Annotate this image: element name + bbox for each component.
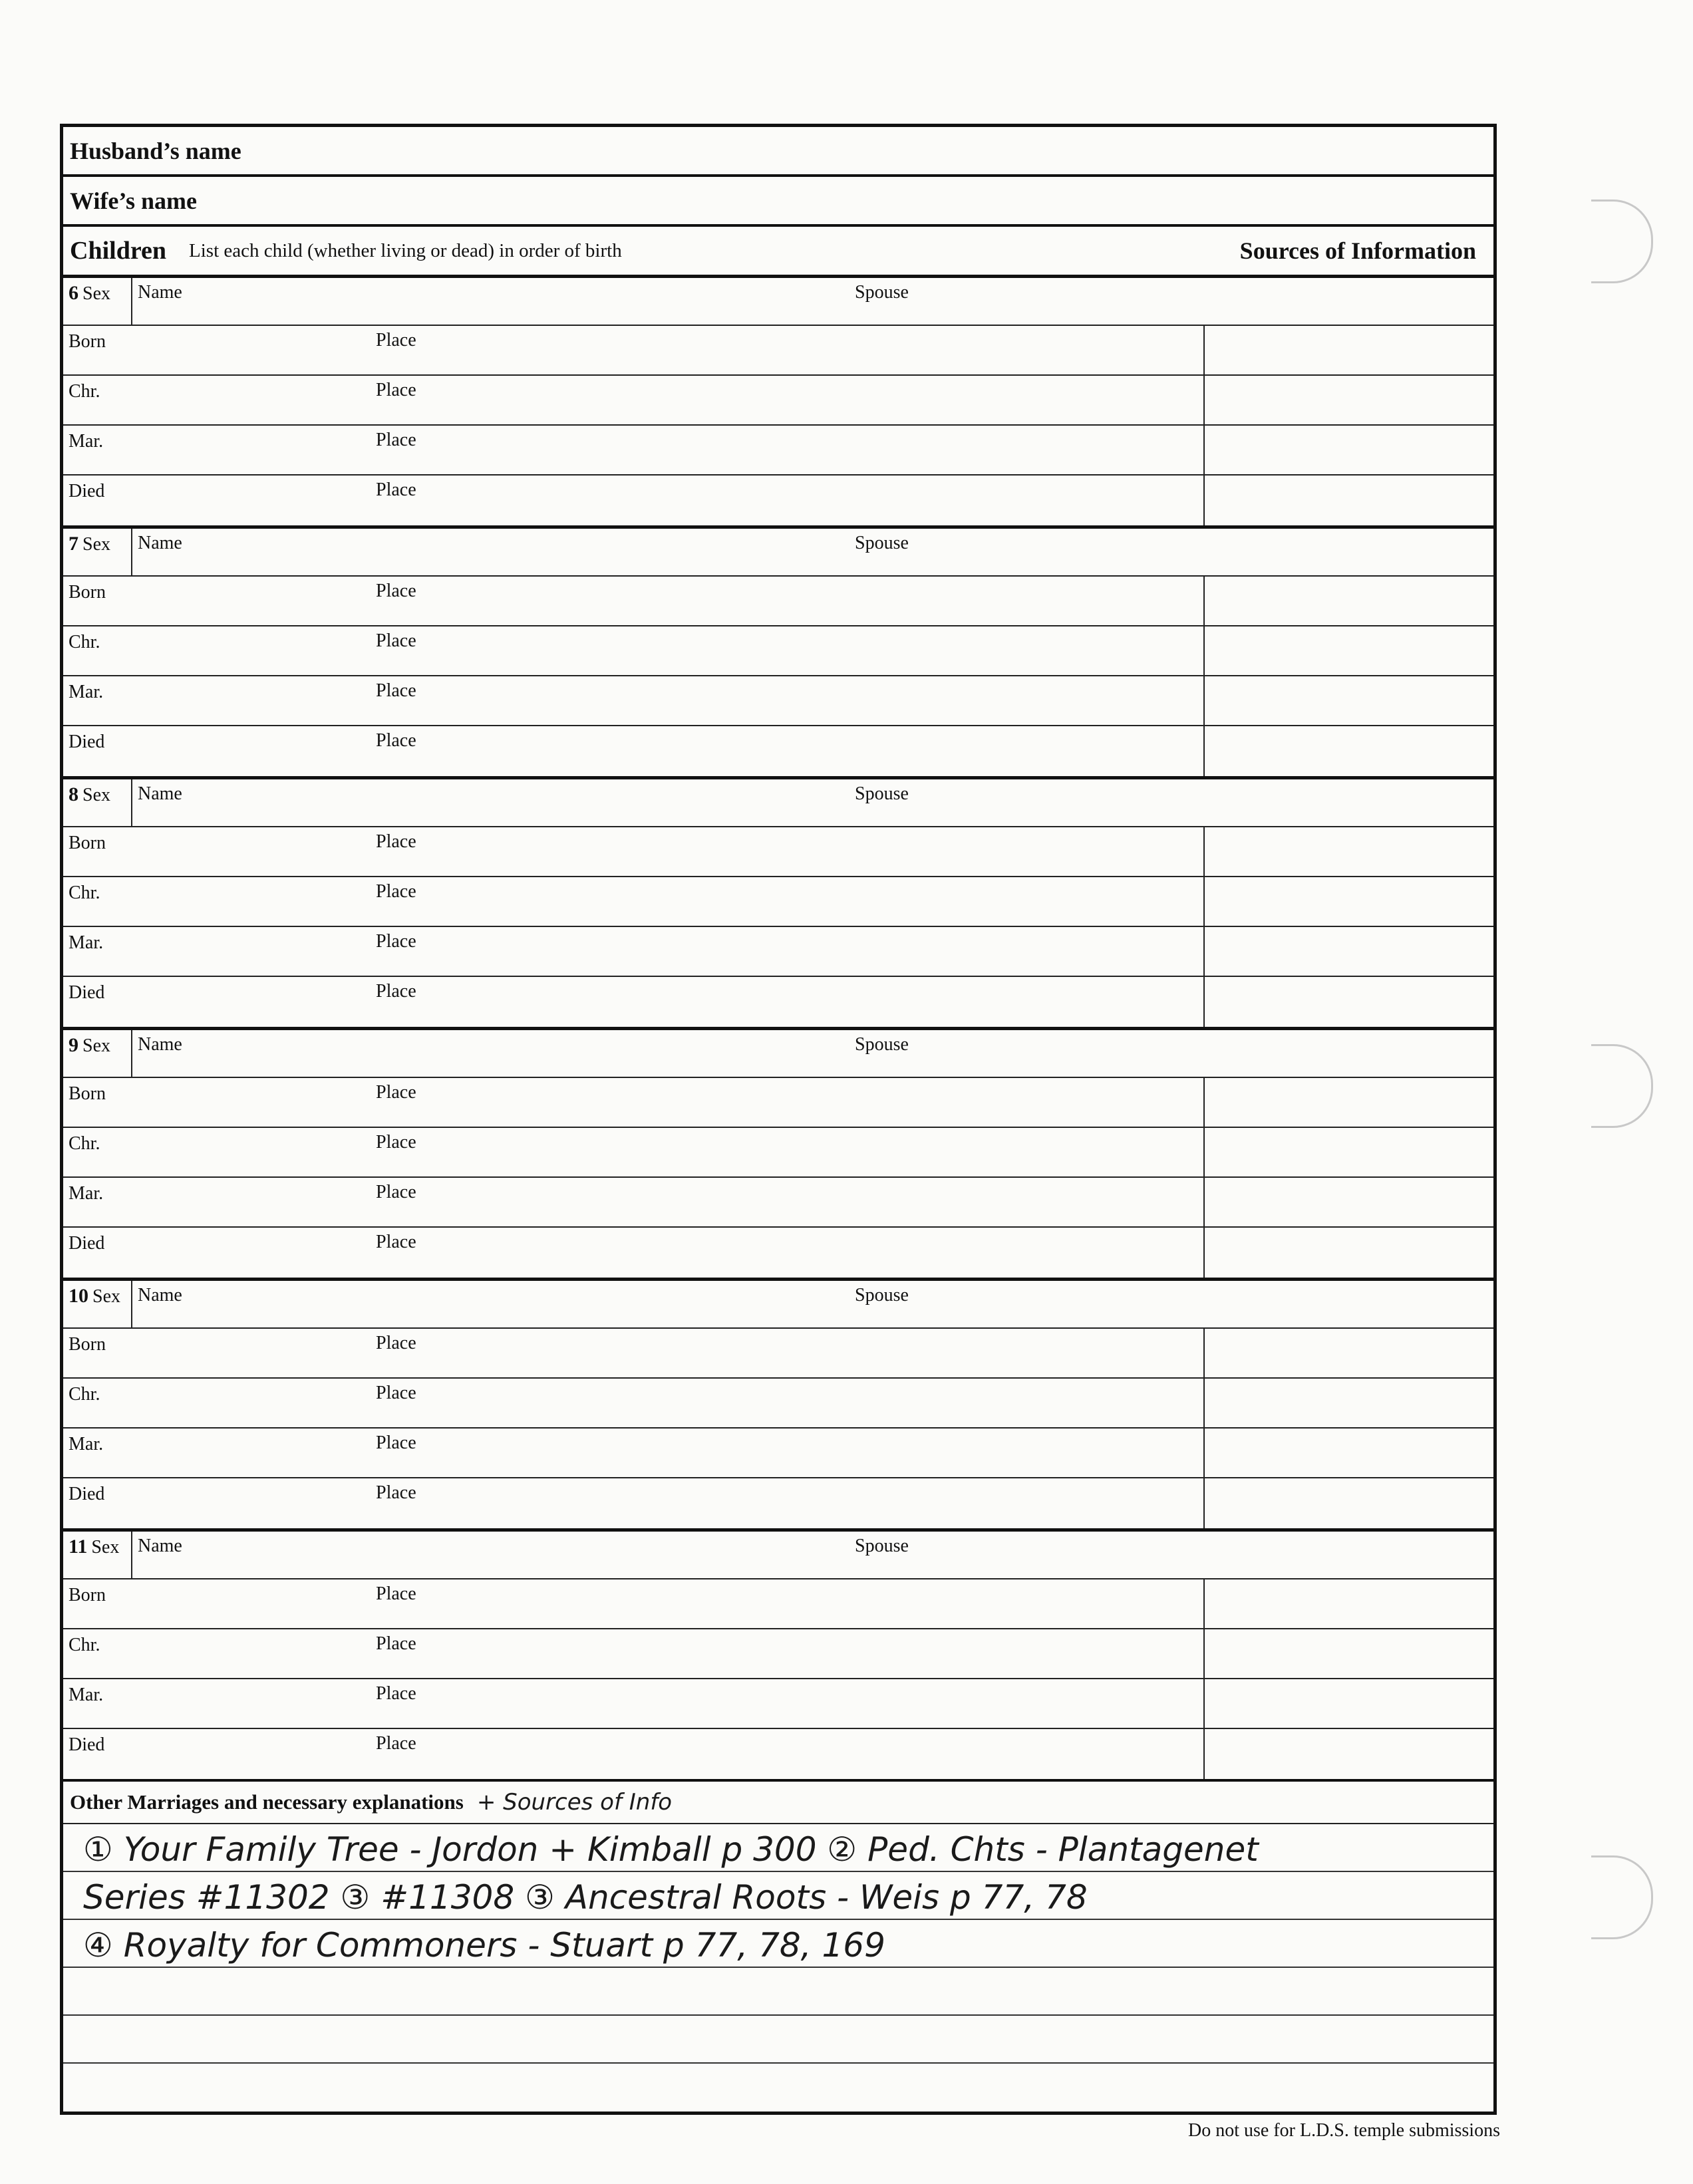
event-label-died: Died	[69, 481, 105, 501]
event-label-chr: Chr.	[69, 632, 100, 652]
child-section	[63, 1532, 1493, 1782]
event-row-born[interactable]	[63, 1579, 1493, 1629]
child-section	[63, 529, 1493, 779]
event-row-chr[interactable]	[63, 626, 1493, 676]
notes-lines	[63, 1824, 1493, 2112]
event-row-mar[interactable]	[63, 1429, 1493, 1478]
handwritten-sources-heading: + Sources of Info	[476, 1789, 673, 1816]
source-cell[interactable]	[1205, 1178, 1493, 1226]
event-row-chr[interactable]	[63, 376, 1493, 426]
child-sex-cell[interactable]	[63, 1030, 132, 1077]
husband-name-row[interactable]	[63, 127, 1493, 177]
place-label: Place	[376, 1583, 416, 1604]
binder-hole	[1591, 200, 1653, 283]
family-group-record-form	[60, 124, 1497, 2115]
event-entry-cell[interactable]	[63, 1178, 1205, 1226]
place-label: Place	[376, 1383, 416, 1403]
event-row-mar[interactable]	[63, 1679, 1493, 1729]
event-row-died[interactable]	[63, 1478, 1493, 1528]
children-instruction: List each child (whether living or dead) in order of birth	[189, 239, 622, 261]
event-row-chr[interactable]	[63, 877, 1493, 927]
event-label-born: Born	[69, 582, 106, 603]
event-label-mar: Mar.	[69, 682, 104, 702]
place-label: Place	[376, 981, 416, 1002]
children-list	[63, 278, 1493, 1782]
place-label: Place	[376, 881, 416, 902]
source-cell[interactable]	[1205, 877, 1493, 926]
event-entry-cell[interactable]	[63, 1128, 1205, 1176]
source-cell[interactable]	[1205, 626, 1493, 675]
event-entry-cell[interactable]	[63, 1078, 1205, 1127]
child-spouse-label: Spouse	[855, 1536, 909, 1556]
event-entry-cell[interactable]	[63, 1379, 1205, 1427]
child-name-row[interactable]	[63, 779, 1493, 827]
source-cell[interactable]	[1205, 1128, 1493, 1176]
sex-label: Sex	[82, 785, 110, 805]
event-row-died[interactable]	[63, 476, 1493, 525]
event-row-died[interactable]	[63, 726, 1493, 776]
child-name-label: Name	[138, 1285, 182, 1305]
event-entry-cell[interactable]	[63, 827, 1205, 876]
children-title: Children	[70, 237, 167, 265]
event-label-mar: Mar.	[69, 932, 104, 953]
event-label-died: Died	[69, 732, 105, 752]
source-cell[interactable]	[1205, 1679, 1493, 1728]
event-row-born[interactable]	[63, 1078, 1493, 1128]
event-label-died: Died	[69, 1734, 105, 1755]
source-cell[interactable]	[1205, 1478, 1493, 1528]
child-sex-cell[interactable]	[63, 278, 132, 325]
event-row-mar[interactable]	[63, 927, 1493, 977]
source-cell[interactable]	[1205, 426, 1493, 474]
event-label-chr: Chr.	[69, 381, 100, 402]
place-label: Place	[376, 1082, 416, 1103]
event-entry-cell[interactable]	[63, 1729, 1205, 1779]
child-section	[63, 278, 1493, 529]
wife-name-label: Wife’s name	[70, 187, 197, 214]
child-spouse-label: Spouse	[855, 533, 909, 553]
child-sex-cell[interactable]	[63, 1532, 132, 1578]
event-entry-cell[interactable]	[63, 726, 1205, 776]
event-entry-cell[interactable]	[63, 1629, 1205, 1678]
place-label: Place	[376, 931, 416, 952]
place-label: Place	[376, 479, 416, 500]
event-entry-cell[interactable]	[63, 577, 1205, 625]
event-entry-cell[interactable]	[63, 476, 1205, 525]
event-entry-cell[interactable]	[63, 877, 1205, 926]
source-cell[interactable]	[1205, 1228, 1493, 1278]
child-number: 10	[69, 1285, 88, 1307]
event-entry-cell[interactable]	[63, 676, 1205, 725]
place-label: Place	[376, 380, 416, 400]
event-row-mar[interactable]	[63, 1178, 1493, 1228]
child-number: 8	[69, 783, 78, 805]
event-row-born[interactable]	[63, 577, 1493, 626]
child-name-label: Name	[138, 1536, 182, 1556]
note-line[interactable]	[63, 1872, 1493, 1920]
note-line[interactable]	[63, 2064, 1493, 2112]
child-name-row[interactable]	[63, 1281, 1493, 1329]
child-spouse-label: Spouse	[855, 1285, 909, 1305]
event-label-chr: Chr.	[69, 1384, 100, 1405]
event-label-mar: Mar.	[69, 1183, 104, 1204]
event-label-born: Born	[69, 1334, 106, 1355]
event-label-chr: Chr.	[69, 1133, 100, 1154]
event-label-died: Died	[69, 982, 105, 1003]
source-cell[interactable]	[1205, 326, 1493, 374]
event-entry-cell[interactable]	[63, 977, 1205, 1027]
child-number: 6	[69, 282, 78, 304]
source-cell[interactable]	[1205, 726, 1493, 776]
sex-label: Sex	[82, 283, 110, 304]
event-entry-cell[interactable]	[63, 1329, 1205, 1377]
child-name-row[interactable]	[63, 278, 1493, 326]
place-label: Place	[376, 581, 416, 601]
child-name-label: Name	[138, 783, 182, 804]
child-name-row[interactable]	[63, 529, 1493, 577]
event-row-died[interactable]	[63, 977, 1493, 1027]
note-line[interactable]	[63, 1824, 1493, 1872]
event-label-died: Died	[69, 1233, 105, 1254]
child-section	[63, 1281, 1493, 1532]
place-label: Place	[376, 1433, 416, 1453]
source-cell[interactable]	[1205, 1579, 1493, 1628]
handwritten-note: ④ Royalty for Commoners - Stuart p 77, 78, 169	[83, 1926, 885, 1965]
child-name-label: Name	[138, 533, 182, 553]
place-label: Place	[376, 430, 416, 450]
event-entry-cell[interactable]	[63, 1429, 1205, 1477]
child-name-label: Name	[138, 282, 182, 303]
event-row-died[interactable]	[63, 1228, 1493, 1278]
child-sex-cell[interactable]	[63, 529, 132, 575]
place-label: Place	[376, 1733, 416, 1754]
event-label-chr: Chr.	[69, 883, 100, 903]
source-cell[interactable]	[1205, 1078, 1493, 1127]
place-label: Place	[376, 330, 416, 350]
place-label: Place	[376, 831, 416, 852]
note-line[interactable]	[63, 1968, 1493, 2016]
child-section	[63, 779, 1493, 1030]
source-cell[interactable]	[1205, 927, 1493, 976]
event-label-mar: Mar.	[69, 1434, 104, 1454]
binder-hole	[1591, 1044, 1653, 1128]
source-cell[interactable]	[1205, 1629, 1493, 1678]
event-label-born: Born	[69, 331, 106, 352]
source-cell[interactable]	[1205, 676, 1493, 725]
source-cell[interactable]	[1205, 977, 1493, 1027]
event-label-born: Born	[69, 1083, 106, 1104]
event-label-mar: Mar.	[69, 431, 104, 452]
event-entry-cell[interactable]	[63, 326, 1205, 374]
handwritten-note: Series #11302 ③ #11308 ③ Ancestral Roots - Weis p 77, 78	[83, 1878, 1088, 1917]
event-row-died[interactable]	[63, 1729, 1493, 1779]
child-number: 7	[69, 533, 78, 555]
place-label: Place	[376, 680, 416, 701]
event-entry-cell[interactable]	[63, 1478, 1205, 1528]
event-entry-cell[interactable]	[63, 1228, 1205, 1278]
child-number: 11	[69, 1536, 88, 1558]
event-entry-cell[interactable]	[63, 426, 1205, 474]
event-label-died: Died	[69, 1484, 105, 1504]
place-label: Place	[376, 630, 416, 651]
child-name-row[interactable]	[63, 1532, 1493, 1579]
place-label: Place	[376, 1633, 416, 1654]
child-number: 9	[69, 1034, 78, 1056]
source-cell[interactable]	[1205, 476, 1493, 525]
child-sex-cell[interactable]	[63, 779, 132, 826]
source-cell[interactable]	[1205, 1379, 1493, 1427]
source-cell[interactable]	[1205, 376, 1493, 424]
child-name-row[interactable]	[63, 1030, 1493, 1078]
child-sex-cell[interactable]	[63, 1281, 132, 1327]
handwritten-note: ① Your Family Tree - Jordon + Kimball p 300 ② Ped. Chts - Plantagenet	[83, 1830, 1259, 1869]
other-marriages-header	[63, 1782, 1493, 1824]
place-label: Place	[376, 1182, 416, 1202]
source-cell[interactable]	[1205, 1329, 1493, 1377]
child-spouse-label: Spouse	[855, 783, 909, 804]
event-label-chr: Chr.	[69, 1635, 100, 1655]
binder-hole	[1591, 1855, 1653, 1939]
sex-label: Sex	[92, 1286, 120, 1307]
place-label: Place	[376, 1482, 416, 1503]
event-row-born[interactable]	[63, 1329, 1493, 1379]
source-cell[interactable]	[1205, 1729, 1493, 1779]
wife-name-row[interactable]	[63, 177, 1493, 227]
event-label-born: Born	[69, 1585, 106, 1605]
event-entry-cell[interactable]	[63, 927, 1205, 976]
child-section	[63, 1030, 1493, 1281]
note-line[interactable]	[63, 2016, 1493, 2064]
footer-note: Do not use for L.D.S. temple submissions	[1188, 2120, 1500, 2141]
event-entry-cell[interactable]	[63, 626, 1205, 675]
event-row-born[interactable]	[63, 326, 1493, 376]
event-row-chr[interactable]	[63, 1379, 1493, 1429]
event-entry-cell[interactable]	[63, 376, 1205, 424]
source-cell[interactable]	[1205, 1429, 1493, 1477]
other-marriages-label: Other Marriages and necessary explanations	[70, 1790, 464, 1814]
sex-label: Sex	[82, 534, 110, 555]
child-spouse-label: Spouse	[855, 282, 909, 303]
child-spouse-label: Spouse	[855, 1034, 909, 1055]
event-entry-cell[interactable]	[63, 1579, 1205, 1628]
husband-name-label: Husband’s name	[70, 137, 241, 164]
source-cell[interactable]	[1205, 827, 1493, 876]
event-row-born[interactable]	[63, 827, 1493, 877]
event-row-mar[interactable]	[63, 426, 1493, 476]
place-label: Place	[376, 1232, 416, 1252]
place-label: Place	[376, 1333, 416, 1353]
sex-label: Sex	[82, 1035, 110, 1056]
event-entry-cell[interactable]	[63, 1679, 1205, 1728]
event-label-born: Born	[69, 833, 106, 853]
source-cell[interactable]	[1205, 577, 1493, 625]
place-label: Place	[376, 1683, 416, 1704]
sex-label: Sex	[91, 1537, 120, 1558]
children-header	[63, 227, 1493, 278]
place-label: Place	[376, 730, 416, 751]
event-row-chr[interactable]	[63, 1629, 1493, 1679]
event-row-chr[interactable]	[63, 1128, 1493, 1178]
child-name-label: Name	[138, 1034, 182, 1055]
place-label: Place	[376, 1132, 416, 1153]
note-line[interactable]	[63, 1920, 1493, 1968]
event-label-mar: Mar.	[69, 1685, 104, 1705]
event-row-mar[interactable]	[63, 676, 1493, 726]
sources-header: Sources of Information	[1239, 237, 1476, 264]
